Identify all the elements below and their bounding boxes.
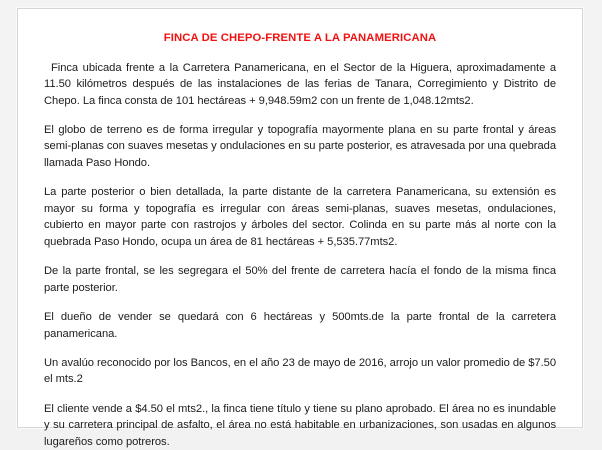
paragraph-owner-retention: El dueño de vender se quedará con 6 hectáreas y 500mts.de la parte frontal de la carretera panamericana. — [44, 311, 556, 340]
paragraph-sale-terms: El cliente vende a $4.50 el mts2., la finca tiene título y tiene su plano aprobado. El área no es inundable y su carretera principal de asfalto, el área no está habitable en urbanizaciones, son usadas en algunos lugareños como potreros. — [44, 402, 556, 448]
paragraph-front-segregation: De la parte frontal, se les segregara el 50% del frente de carretera hacía el fondo de la misma finca parte posterior. — [44, 265, 556, 294]
document-content — [18, 9, 582, 450]
paragraph-rear-section: La parte posterior o bien detallada, la parte distante de la carretera Panamericana, su extensión es mayor su forma y topografía es irregular con áreas semi-planas, suaves mesetas, ondulaciones, cubierto en mayor parte con rastrojos y árboles del sector. Colinda en su parte más al norte con la quebrada Paso Hondo, ocupa un área de 81 hectáreas + 5,535.77mts2. — [44, 186, 556, 248]
paragraph-property-location: Finca ubicada frente a la Carretera Panamericana, en el Sector de la Higuera, aproximadamente a 11.50 kilómetros después de las instalaciones de las ferias de Tanara, Corregimiento y Distrito de Chepo. La finca consta de 101 hectáreas + 9,948.59m2 con un frente de 1,048.12mts2. — [44, 61, 556, 107]
document-page — [17, 8, 583, 448]
paragraph-terrain-description: El globo de terreno es de forma irregular y topografía mayormente plana en su parte frontal y áreas semi-planas con suaves mesetas y ondulaciones en su parte posterior, es atravesada por una quebrada llamada Paso Hondo. — [44, 124, 556, 169]
page-title: FINCA DE CHEPO-FRENTE A LA PANAMERICANA — [163, 32, 437, 44]
paragraph-bank-appraisal: Un avalúo reconocido por los Bancos, en el año 23 de mayo de 2016, arrojo un valor promedio de $7.50 el mts.2 — [44, 357, 556, 386]
